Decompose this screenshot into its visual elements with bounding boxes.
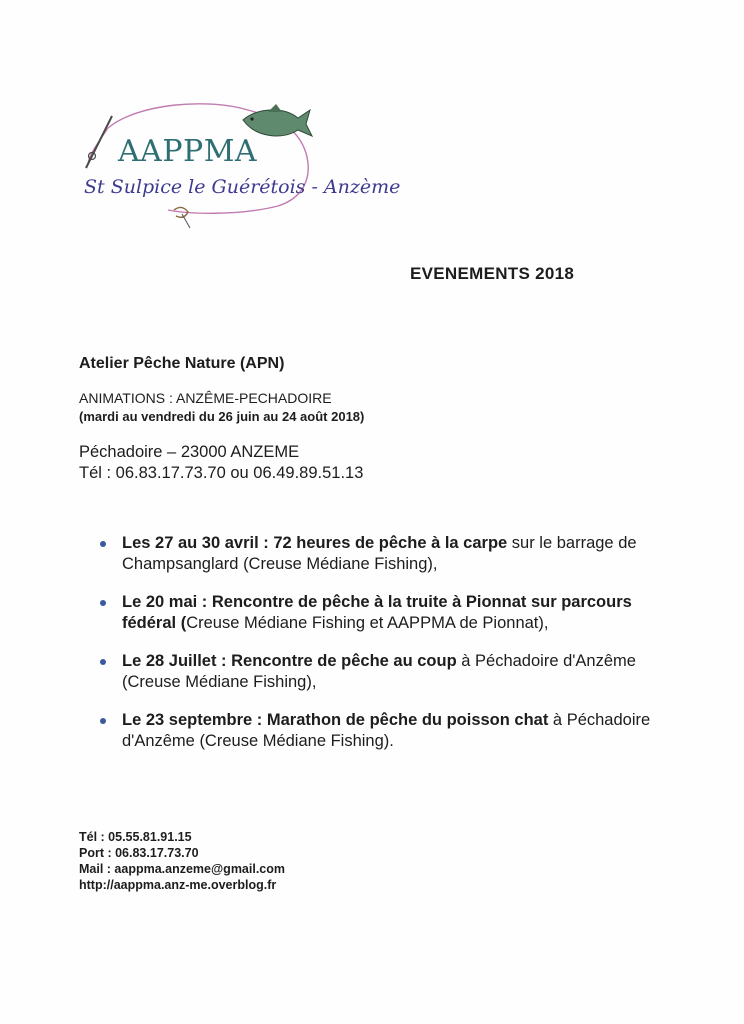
contact-block	[79, 829, 285, 893]
events-list	[100, 533, 680, 769]
event-detail: à Péchadoire d'Anzême (Creuse Médiane Fishing),	[122, 652, 636, 691]
animations-line: ANIMATIONS : ANZÊME-PECHADOIRE	[79, 390, 332, 406]
bullet-icon	[100, 600, 106, 606]
contact-tel: Tél : 05.55.81.91.15	[79, 830, 192, 844]
event-title: Le 28 Juillet : Rencontre de pêche au coup	[122, 652, 457, 670]
contact-port: Port : 06.83.17.73.70	[79, 846, 199, 860]
logo-subtitle: St Sulpice le Guérétois - Anzème	[84, 176, 401, 198]
phone-line: Tél : 06.83.17.73.70 ou 06.49.89.51.13	[79, 464, 364, 482]
list-item	[100, 533, 680, 575]
address-line: Péchadoire – 23000 ANZEME	[79, 443, 300, 461]
bullet-icon	[100, 541, 106, 547]
contact-website: http://aappma.anz-me.overblog.fr	[79, 878, 277, 892]
list-item	[100, 592, 680, 634]
apn-heading: Atelier Pêche Nature (APN)	[79, 355, 285, 372]
dates-line: (mardi au vendredi du 26 juin au 24 août 2018)	[79, 409, 365, 424]
event-detail: à Péchadoire d'Anzême (Creuse Médiane Fishing).	[122, 711, 651, 750]
bullet-icon	[100, 659, 106, 665]
bullet-icon	[100, 718, 106, 724]
event-title: Le 23 septembre : Marathon de pêche du poisson chat	[122, 711, 549, 729]
event-title: Le 20 mai : Rencontre de pêche à la truite à Pionnat sur parcours fédéral (	[122, 593, 632, 632]
logo-title: AAPPMA	[118, 134, 258, 169]
contact-mail: Mail : aappma.anzeme@gmail.com	[79, 862, 285, 876]
aappma-logo	[78, 98, 401, 238]
list-item	[100, 710, 680, 752]
event-title: Les 27 au 30 avril : 72 heures de pêche à la carpe	[122, 534, 508, 552]
address-block	[79, 442, 363, 484]
page-title: EVENEMENTS 2018	[410, 264, 575, 283]
event-detail: sur le barrage de Champsanglard (Creuse Médiane Fishing),	[122, 534, 637, 573]
list-item	[100, 651, 680, 693]
event-detail: Creuse Médiane Fishing et AAPPMA de Pionnat),	[186, 614, 549, 632]
